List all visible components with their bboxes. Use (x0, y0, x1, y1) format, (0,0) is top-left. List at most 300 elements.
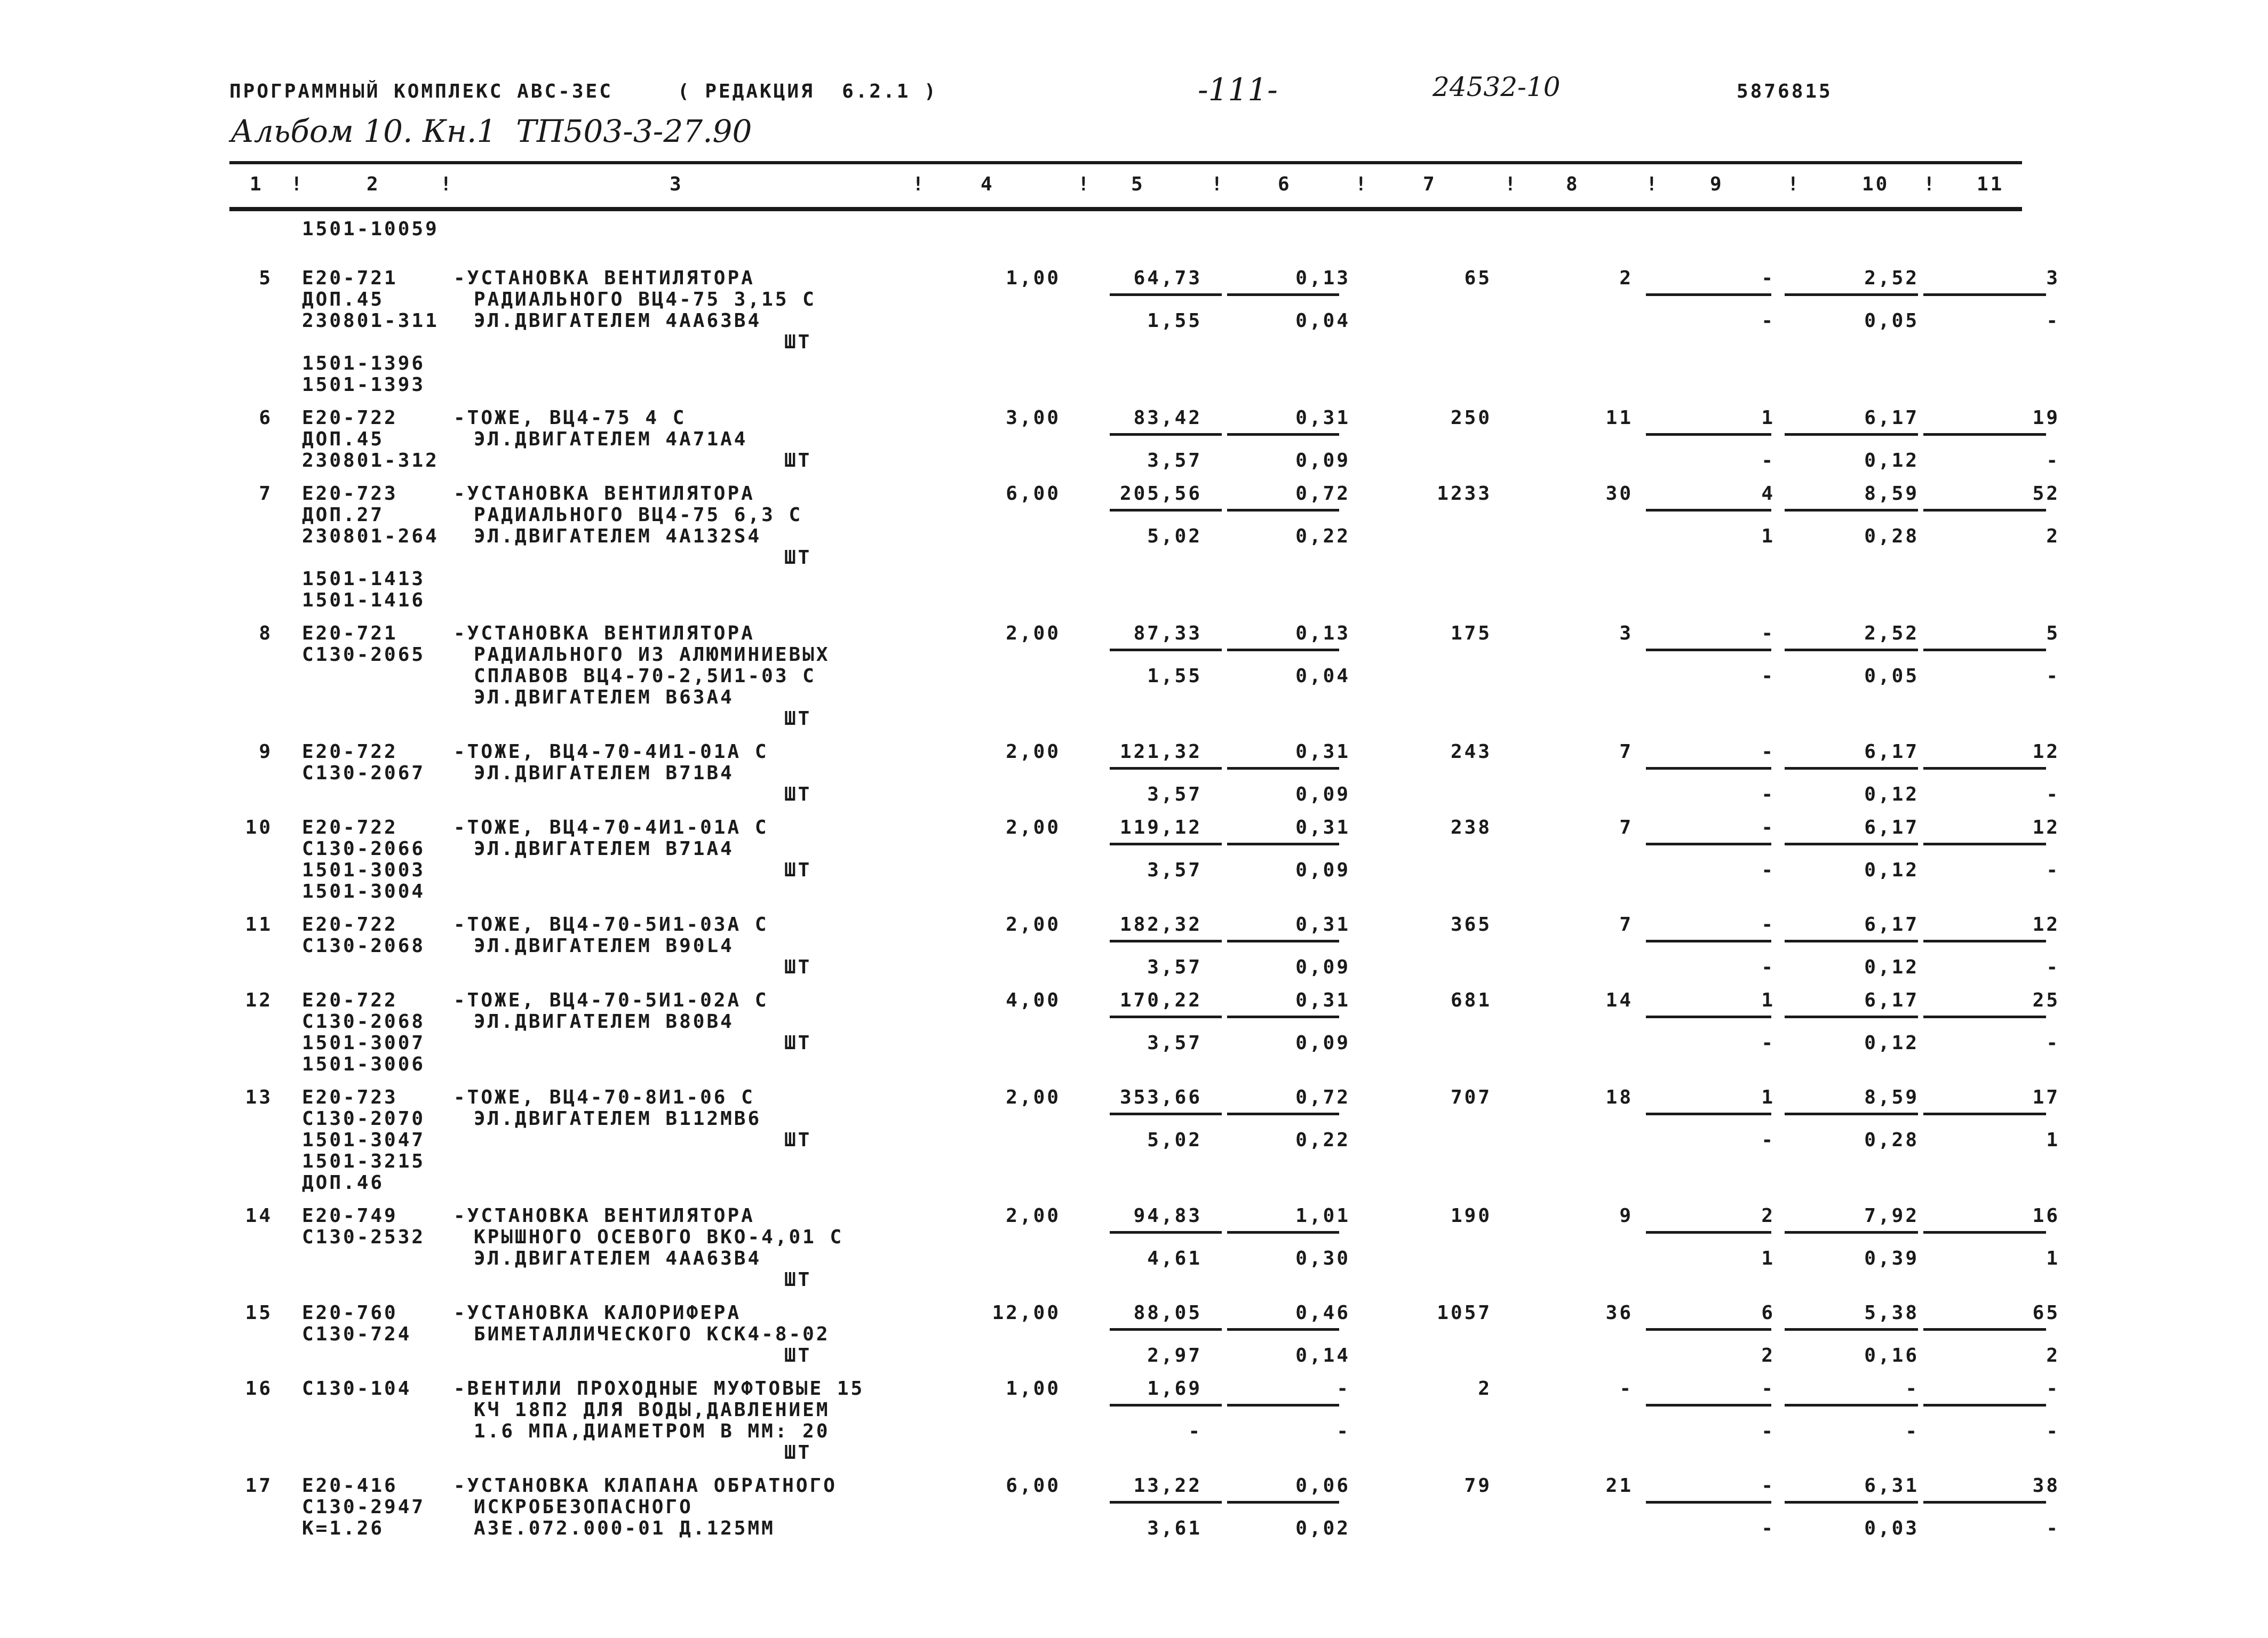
row-col10-top: 8,59 (1864, 483, 1919, 505)
row-total-cost: 79 (1464, 1475, 1492, 1497)
row-machine-total: 0,31 (1295, 741, 1350, 763)
row-description: -ТОЖЕ, ВЦ4-70-8И1-06 С (453, 1086, 755, 1108)
fraction-rule (1227, 940, 1339, 942)
row-code: Е20-749 (302, 1205, 398, 1227)
row-col9-top: 6 (1761, 1302, 1775, 1324)
row-number: 6 (259, 407, 273, 429)
row-total-cost: 365 (1450, 914, 1492, 936)
row-code: Е20-723 (302, 483, 398, 505)
row-machine-wages: 0,04 (1295, 665, 1350, 687)
fraction-rule (1646, 649, 1771, 651)
row-description: -УСТАНОВКА ВЕНТИЛЯТОРА (453, 483, 755, 505)
column-header-1: 1 (250, 173, 264, 195)
column-separator: ! (1078, 173, 1092, 195)
row-description: -ТОЖЕ, ВЦ4-75 4 С (453, 407, 687, 429)
row-cost-total: 83,42 (1133, 407, 1202, 429)
row-machine-wages: 0,09 (1295, 784, 1350, 805)
row-total-cost: 65 (1464, 267, 1492, 289)
row-col11-bottom: - (2046, 956, 2060, 978)
row-col9-bottom: 1 (1761, 525, 1775, 547)
fraction-rule (1227, 1404, 1339, 1407)
row-code: 1501-3007 (302, 1032, 426, 1054)
table-top-rule (229, 161, 2022, 164)
row-col10-bottom: 0,12 (1864, 859, 1919, 881)
column-separator: ! (912, 173, 926, 195)
row-code: Е20-723 (302, 1086, 398, 1108)
fraction-rule (1646, 1113, 1771, 1115)
row-description: ЭЛ.ДВИГАТЕЛЕМ В71А4 (474, 838, 734, 860)
row-wages-total: 14 (1605, 989, 1633, 1011)
column-separator: ! (1646, 173, 1660, 195)
row-cost-total: 121,32 (1119, 741, 1202, 763)
fraction-rule (1785, 433, 1918, 436)
row-col11-top: 65 (2032, 1302, 2060, 1324)
row-machine-total: 0,13 (1295, 622, 1350, 644)
row-col10-bottom: 0,12 (1864, 450, 1919, 472)
row-col10-bottom: 0,12 (1864, 956, 1919, 978)
row-description: ЭЛ.ДВИГАТЕЛЕМ 4А71А4 (474, 428, 748, 450)
row-description: -ТОЖЕ, ВЦ4-70-5И1-02А С (453, 989, 769, 1011)
fraction-rule (1646, 1328, 1771, 1331)
row-number: 5 (259, 267, 273, 289)
edition-label: ( РЕДАКЦИЯ 6.2.1 ) (678, 81, 938, 102)
row-code: С130-104 (302, 1378, 412, 1400)
row-quantity: 2,00 (1006, 914, 1061, 936)
fraction-rule (1110, 649, 1222, 651)
row-code: С130-2070 (302, 1108, 426, 1130)
row-description: 1.6 МПА,ДИАМЕТРОМ В ММ: 20 (474, 1420, 830, 1442)
row-col9-top: - (1761, 817, 1775, 838)
row-cost-wages: 1,55 (1147, 310, 1202, 332)
row-code: 1501-3006 (302, 1053, 426, 1075)
fraction-rule (1785, 843, 1918, 845)
row-quantity: 6,00 (1006, 483, 1061, 505)
row-total-cost: 175 (1450, 622, 1492, 644)
row-quantity: 6,00 (1006, 1475, 1061, 1497)
row-machine-wages: 0,14 (1295, 1345, 1350, 1367)
column-header-11: 11 (1977, 173, 2004, 195)
row-reference-code: 1501-1393 (302, 374, 426, 396)
row-quantity: 12,00 (992, 1302, 1061, 1324)
row-cost-wages: 3,57 (1147, 859, 1202, 881)
row-quantity: 2,00 (1006, 1205, 1061, 1227)
row-col10-bottom: 0,28 (1864, 525, 1919, 547)
column-header-5: 5 (1131, 173, 1145, 195)
row-total-cost: 1233 (1437, 483, 1492, 505)
row-col11-top: 38 (2032, 1475, 2060, 1497)
row-col10-top: 6,17 (1864, 407, 1919, 429)
fraction-rule (1785, 1501, 1918, 1504)
row-cost-total: 1,69 (1147, 1378, 1202, 1400)
row-machine-wages: 0,09 (1295, 1032, 1350, 1054)
row-wages-total: 9 (1619, 1205, 1633, 1227)
row-col10-bottom: 0,16 (1864, 1345, 1919, 1367)
row-cost-wages: 4,61 (1147, 1248, 1202, 1269)
fraction-rule (1110, 1016, 1222, 1018)
row-description: КРЫШНОГО ОСЕВОГО ВКО-4,01 С (474, 1226, 844, 1248)
row-col9-top: 4 (1761, 483, 1775, 505)
fraction-rule (1110, 1404, 1222, 1407)
row-wages-total: 21 (1605, 1475, 1633, 1497)
fraction-rule (1923, 1231, 2046, 1234)
row-number: 9 (259, 741, 273, 763)
row-col10-bottom: 0,12 (1864, 784, 1919, 805)
document-code: 24532-10 (1433, 71, 1561, 102)
row-code: Е20-721 (302, 622, 398, 644)
row-total-cost: 190 (1450, 1205, 1492, 1227)
row-machine-total: 0,72 (1295, 1086, 1350, 1108)
row-description: ЭЛ.ДВИГАТЕЛЕМ В90L4 (474, 935, 734, 957)
row-description: РАДИАЛЬНОГО ВЦ4-75 6,3 С (474, 504, 803, 526)
column-separator: ! (1787, 173, 1801, 195)
fraction-rule (1785, 767, 1918, 770)
row-col11-top: 25 (2032, 989, 2060, 1011)
row-machine-wages: 0,02 (1295, 1517, 1350, 1539)
row-col10-bottom: 0,12 (1864, 1032, 1919, 1054)
row-unit: ШТ (784, 859, 812, 881)
row-col9-bottom: - (1761, 450, 1775, 472)
row-machine-wages: 0,04 (1295, 310, 1350, 332)
row-col11-top: 12 (2032, 741, 2060, 763)
row-quantity: 1,00 (1006, 1378, 1061, 1400)
row-description: -УСТАНОВКА ВЕНТИЛЯТОРА (453, 267, 755, 289)
fraction-rule (1646, 1016, 1771, 1018)
column-header-8: 8 (1566, 173, 1580, 195)
row-col10-bottom: - (1905, 1420, 1919, 1442)
row-cost-total: 87,33 (1133, 622, 1202, 644)
row-col9-bottom: - (1761, 956, 1775, 978)
row-description: ЭЛ.ДВИГАТЕЛЕМ 4А132S4 (474, 525, 762, 547)
fraction-rule (1227, 433, 1339, 436)
row-description: ЭЛ.ДВИГАТЕЛЕМ В80В4 (474, 1011, 734, 1033)
header-bottom-rule (229, 207, 2022, 211)
column-separator: ! (440, 173, 454, 195)
row-code: С130-2066 (302, 838, 426, 860)
row-col10-top: 5,38 (1864, 1302, 1919, 1324)
fraction-rule (1227, 1113, 1339, 1115)
row-unit: ШТ (784, 784, 812, 805)
row-col10-top: 6,17 (1864, 914, 1919, 936)
row-cost-total: 205,56 (1119, 483, 1202, 505)
row-description: ИСКРОБЕЗОПАСНОГО (474, 1496, 693, 1518)
row-col10-top: 6,17 (1864, 741, 1919, 763)
row-description: ЭЛ.ДВИГАТЕЛЕМ В71В4 (474, 762, 734, 784)
row-col10-top: 2,52 (1864, 267, 1919, 289)
program-title: ПРОГРАММНЫЙ КОМПЛЕКС АВС-ЗЕС (229, 81, 613, 102)
row-code: С130-2947 (302, 1496, 426, 1518)
row-quantity: 2,00 (1006, 1086, 1061, 1108)
row-col9-bottom: - (1761, 1517, 1775, 1539)
fraction-rule (1646, 509, 1771, 512)
row-col9-bottom: 1 (1761, 1248, 1775, 1269)
column-separator: ! (1355, 173, 1369, 195)
row-col10-top: 6,31 (1864, 1475, 1919, 1497)
fraction-rule (1646, 1501, 1771, 1504)
row-total-cost: 707 (1450, 1086, 1492, 1108)
fraction-rule (1110, 509, 1222, 512)
row-code: Е20-722 (302, 989, 398, 1011)
row-cost-wages: 3,57 (1147, 956, 1202, 978)
row-col9-bottom: - (1761, 784, 1775, 805)
row-col11-top: 19 (2032, 407, 2060, 429)
row-col9-bottom: 2 (1761, 1345, 1775, 1367)
row-code: Е20-721 (302, 267, 398, 289)
fraction-rule (1785, 1231, 1918, 1234)
page-number: -111- (1198, 71, 1278, 108)
row-col11-bottom: - (2046, 784, 2060, 805)
row-col9-bottom: - (1761, 310, 1775, 332)
row-wages-total: 2 (1619, 267, 1633, 289)
fraction-rule (1923, 940, 2046, 942)
fraction-rule (1785, 649, 1918, 651)
row-description: БИМЕТАЛЛИЧЕСКОГО КСК4-8-02 (474, 1323, 830, 1345)
row-col11-top: 3 (2046, 267, 2060, 289)
fraction-rule (1923, 1404, 2046, 1407)
row-col11-bottom: - (2046, 1420, 2060, 1442)
fraction-rule (1785, 1404, 1918, 1407)
fraction-rule (1646, 843, 1771, 845)
fraction-rule (1646, 433, 1771, 436)
row-code: С130-2068 (302, 935, 426, 957)
fraction-rule (1923, 767, 2046, 770)
row-machine-wages: 0,09 (1295, 859, 1350, 881)
row-quantity: 2,00 (1006, 741, 1061, 763)
row-col10-bottom: 0,39 (1864, 1248, 1919, 1269)
row-col11-bottom: - (2046, 665, 2060, 687)
fraction-rule (1110, 1231, 1222, 1234)
row-cost-total: 353,66 (1119, 1086, 1202, 1108)
fraction-rule (1646, 767, 1771, 770)
row-unit: ШТ (784, 708, 812, 730)
row-wages-total: 7 (1619, 817, 1633, 838)
row-cost-wages: - (1188, 1420, 1202, 1442)
row-code: 1501-3004 (302, 881, 426, 902)
row-code: ДОП.45 (302, 428, 385, 450)
row-description: -ТОЖЕ, ВЦ4-70-4И1-01А С (453, 817, 769, 838)
fraction-rule (1923, 1016, 2046, 1018)
row-description: -ТОЖЕ, ВЦ4-70-5И1-03А С (453, 914, 769, 936)
row-wages-total: 3 (1619, 622, 1633, 644)
row-cost-total: 64,73 (1133, 267, 1202, 289)
row-code: 230801-311 (302, 310, 439, 332)
fraction-rule (1110, 843, 1222, 845)
row-wages-total: 11 (1605, 407, 1633, 429)
fraction-rule (1785, 509, 1918, 512)
row-col9-top: - (1761, 622, 1775, 644)
fraction-rule (1110, 293, 1222, 296)
fraction-rule (1646, 1231, 1771, 1234)
row-quantity: 2,00 (1006, 817, 1061, 838)
row-col9-top: 2 (1761, 1205, 1775, 1227)
column-header-6: 6 (1278, 173, 1292, 195)
row-col11-top: 52 (2032, 483, 2060, 505)
row-unit: ШТ (784, 956, 812, 978)
row-col9-top: - (1761, 914, 1775, 936)
column-separator: ! (1923, 173, 1937, 195)
row-cost-total: 88,05 (1133, 1302, 1202, 1324)
row-number: 16 (245, 1378, 273, 1400)
row-col9-top: 1 (1761, 989, 1775, 1011)
row-code: С130-2068 (302, 1011, 426, 1033)
row-col9-top: - (1761, 267, 1775, 289)
row-cost-wages: 3,57 (1147, 784, 1202, 805)
row-machine-wages: - (1336, 1420, 1350, 1442)
row-machine-total: 0,06 (1295, 1475, 1350, 1497)
row-wages-total: 30 (1605, 483, 1633, 505)
row-col9-bottom: - (1761, 859, 1775, 881)
row-machine-wages: 0,22 (1295, 525, 1350, 547)
row-total-cost: 2 (1478, 1378, 1492, 1400)
row-number: 11 (245, 914, 273, 936)
album-reference: Альбом 10. Кн.1 ТП503-3-27.90 (230, 113, 752, 149)
row-col9-top: - (1761, 1378, 1775, 1400)
row-col11-bottom: 2 (2046, 525, 2060, 547)
row-col10-top: 6,17 (1864, 989, 1919, 1011)
fraction-rule (1785, 1328, 1918, 1331)
row-number: 8 (259, 622, 273, 644)
row-machine-total: 0,31 (1295, 989, 1350, 1011)
fraction-rule (1785, 293, 1918, 296)
row-description: РАДИАЛЬНОГО ВЦ4-75 3,15 С (474, 289, 816, 310)
fraction-rule (1923, 509, 2046, 512)
row-description: -ТОЖЕ, ВЦ4-70-4И1-01А С (453, 741, 769, 763)
row-description: -УСТАНОВКА ВЕНТИЛЯТОРА (453, 622, 755, 644)
row-description: РАДИАЛЬНОГО ИЗ АЛЮМИНИЕВЫХ (474, 644, 830, 666)
row-machine-wages: 0,09 (1295, 956, 1350, 978)
row-machine-total: 0,31 (1295, 817, 1350, 838)
fraction-rule (1227, 1328, 1339, 1331)
fraction-rule (1227, 1016, 1339, 1018)
row-code: К=1.26 (302, 1517, 385, 1539)
row-reference-code: 1501-1413 (302, 568, 426, 590)
row-code: 230801-312 (302, 450, 439, 472)
fraction-rule (1110, 940, 1222, 942)
row-code: Е20-722 (302, 817, 398, 838)
row-description: ЭЛ.ДВИГАТЕЛЕМ В63А4 (474, 686, 734, 708)
fraction-rule (1646, 293, 1771, 296)
row-cost-total: 170,22 (1119, 989, 1202, 1011)
row-code: Е20-722 (302, 914, 398, 936)
row-number: 12 (245, 989, 273, 1011)
row-col11-bottom: 1 (2046, 1248, 2060, 1269)
row-col9-top: 1 (1761, 1086, 1775, 1108)
row-number: 13 (245, 1086, 273, 1108)
fraction-rule (1110, 1328, 1222, 1331)
row-code: Е20-416 (302, 1475, 398, 1497)
fraction-rule (1227, 767, 1339, 770)
row-col10-top: 7,92 (1864, 1205, 1919, 1227)
row-col9-top: - (1761, 741, 1775, 763)
row-col11-top: 12 (2032, 817, 2060, 838)
row-machine-total: 0,72 (1295, 483, 1350, 505)
fraction-rule (1227, 1501, 1339, 1504)
row-number: 17 (245, 1475, 273, 1497)
column-header-3: 3 (670, 173, 683, 195)
row-col10-top: 8,59 (1864, 1086, 1919, 1108)
row-description: -УСТАНОВКА ВЕНТИЛЯТОРА (453, 1205, 755, 1227)
row-code: 1501-3003 (302, 859, 426, 881)
row-col10-bottom: 0,05 (1864, 665, 1919, 687)
row-quantity: 4,00 (1006, 989, 1061, 1011)
row-col9-bottom: - (1761, 1129, 1775, 1151)
fraction-rule (1227, 843, 1339, 845)
row-code: С130-724 (302, 1323, 412, 1345)
row-unit: ШТ (784, 1032, 812, 1054)
row-description: -УСТАНОВКА КАЛОРИФЕРА (453, 1302, 742, 1324)
row-machine-total: - (1336, 1378, 1350, 1400)
fraction-rule (1785, 1113, 1918, 1115)
row-description: ЭЛ.ДВИГАТЕЛЕМ 4АА63В4 (474, 1248, 762, 1269)
fraction-rule (1646, 1404, 1771, 1407)
row-col11-bottom: - (2046, 1032, 2060, 1054)
row-machine-wages: 0,22 (1295, 1129, 1350, 1151)
fraction-rule (1110, 1501, 1222, 1504)
fraction-rule (1227, 1231, 1339, 1234)
column-separator: ! (1211, 173, 1225, 195)
row-col11-bottom: - (2046, 310, 2060, 332)
row-cost-wages: 5,02 (1147, 1129, 1202, 1151)
fraction-rule (1785, 1016, 1918, 1018)
row-total-cost: 1057 (1437, 1302, 1492, 1324)
row-machine-total: 0,31 (1295, 407, 1350, 429)
row-col9-bottom: - (1761, 665, 1775, 687)
row-cost-wages: 3,57 (1147, 1032, 1202, 1054)
row-col10-bottom: 0,05 (1864, 310, 1919, 332)
fraction-rule (1110, 433, 1222, 436)
row-reference-code: 1501-1416 (302, 589, 426, 611)
row-code: Е20-722 (302, 741, 398, 763)
row-total-cost: 243 (1450, 741, 1492, 763)
row-description: -УСТАНОВКА КЛАПАНА ОБРАТНОГО (453, 1475, 837, 1497)
row-description: АЗЕ.072.000-01 Д.125ММ (474, 1517, 775, 1539)
row-cost-wages: 1,55 (1147, 665, 1202, 687)
fraction-rule (1227, 649, 1339, 651)
fraction-rule (1923, 1501, 2046, 1504)
row-machine-total: 0,13 (1295, 267, 1350, 289)
row-description: ЭЛ.ДВИГАТЕЛЕМ В112МВ6 (474, 1108, 762, 1130)
row-description: -ВЕНТИЛИ ПРОХОДНЫЕ МУФТОВЫЕ 15 (453, 1378, 865, 1400)
row-cost-wages: 5,02 (1147, 525, 1202, 547)
row-cost-total: 94,83 (1133, 1205, 1202, 1227)
row-wages-total: 7 (1619, 741, 1633, 763)
row-col9-bottom: - (1761, 1420, 1775, 1442)
row-cost-wages: 2,97 (1147, 1345, 1202, 1367)
row-machine-total: 1,01 (1295, 1205, 1350, 1227)
fraction-rule (1785, 940, 1918, 942)
column-separator: ! (291, 173, 305, 195)
row-col10-top: 6,17 (1864, 817, 1919, 838)
row-machine-wages: 0,09 (1295, 450, 1350, 472)
row-description: КЧ 18П2 ДЛЯ ВОДЫ,ДАВЛЕНИЕМ (474, 1399, 830, 1421)
row-code: 230801-264 (302, 525, 439, 547)
row-col10-bottom: 0,03 (1864, 1517, 1919, 1539)
row-col9-bottom: - (1761, 1032, 1775, 1054)
row-wages-total: 36 (1605, 1302, 1633, 1324)
column-separator: ! (1505, 173, 1518, 195)
row-col11-bottom: - (2046, 1517, 2060, 1539)
pre-row-code: 1501-10059 (302, 218, 439, 240)
row-col11-top: 12 (2032, 914, 2060, 936)
row-code: ДОП.27 (302, 504, 385, 526)
row-cost-wages: 3,61 (1147, 1517, 1202, 1539)
row-quantity: 2,00 (1006, 622, 1061, 644)
fraction-rule (1923, 649, 2046, 651)
row-unit: ШТ (784, 1129, 812, 1151)
row-code: Е20-722 (302, 407, 398, 429)
row-quantity: 3,00 (1006, 407, 1061, 429)
row-cost-total: 119,12 (1119, 817, 1202, 838)
row-wages-total: 7 (1619, 914, 1633, 936)
